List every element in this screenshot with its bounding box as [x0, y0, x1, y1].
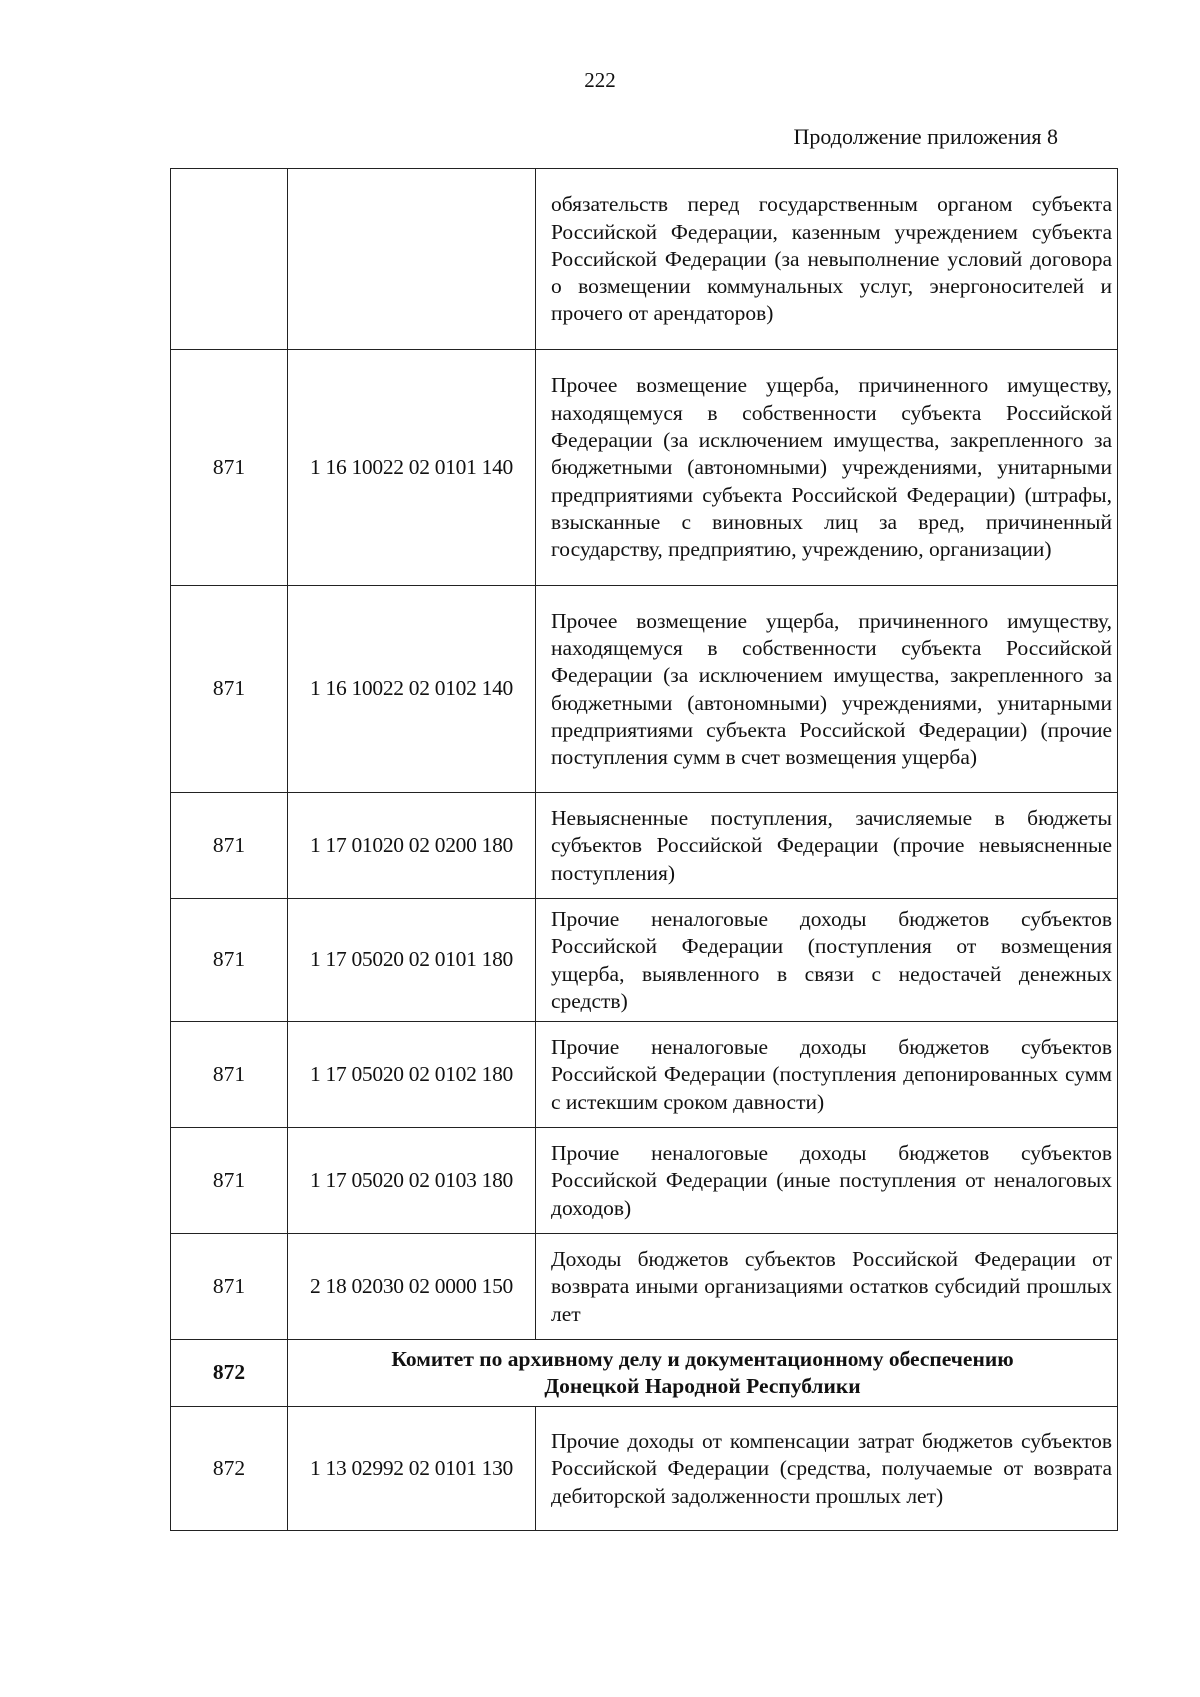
- page-number: 222: [584, 68, 616, 92]
- budget-code-cell: 1 17 05020 02 0103 180: [288, 1128, 536, 1234]
- budget-code-cell: 2 18 02030 02 0000 150: [288, 1234, 536, 1340]
- admin-code-cell: 871: [171, 793, 288, 899]
- table-row: [171, 586, 1118, 793]
- budget-code-cell: 1 17 05020 02 0101 180: [288, 899, 536, 1022]
- table-row: [171, 793, 1118, 899]
- appendix-continuation-note: Продолжение приложения 8: [793, 124, 1058, 149]
- section-title: [288, 1340, 1118, 1407]
- description-cell: Прочее возмещение ущерба, причиненного имуществу, находящемуся в собственности субъекта Российской Федерации (за исключением имущества, закрепленного за бюджетными (автономными) учреждениями, унитарными предприятиями субъекта Российской Федерации) (штрафы, взысканные с виновных лиц за вред, причиненный государству, предприятию, учреждению, организации): [536, 350, 1118, 586]
- section-title-line-1: Комитет по архивному делу и документационному обеспечению: [391, 1346, 1014, 1371]
- description-cell: Прочие доходы от компенсации затрат бюджетов субъектов Российской Федерации (средства, получаемые от возврата дебиторской задолженности прошлых лет): [536, 1407, 1118, 1531]
- admin-code-cell: 872: [171, 1407, 288, 1531]
- budget-code-cell: 1 16 10022 02 0101 140: [288, 350, 536, 586]
- admin-code-cell: 871: [171, 350, 288, 586]
- budget-code-cell: 1 17 05020 02 0102 180: [288, 1022, 536, 1128]
- admin-code-cell: 871: [171, 899, 288, 1022]
- admin-code-cell: 871: [171, 1128, 288, 1234]
- description-cell: Прочие неналоговые доходы бюджетов субъектов Российской Федерации (поступления депонированных сумм с истекшим сроком давности): [536, 1022, 1118, 1128]
- description-cell: обязательств перед государственным органом субъекта Российской Федерации, казенным учреждением субъекта Российской Федерации (за невыполнение условий договора о возмещении коммунальных услуг, энергоносителей и прочего от арендаторов): [536, 169, 1118, 350]
- section-header-row: [171, 1340, 1118, 1407]
- description-cell: Прочие неналоговые доходы бюджетов субъектов Российской Федерации (поступления от возмещения ущерба, выявленного в связи с недостачей денежных средств): [536, 899, 1118, 1022]
- description-cell: Прочее возмещение ущерба, причиненного имуществу, находящемуся в собственности субъекта Российской Федерации (за исключением имущества, закрепленного за бюджетными (автономными) учреждениями, унитарными предприятиями субъекта Российской Федерации) (прочие поступления сумм в счет возмещения ущерба): [536, 586, 1118, 793]
- budget-code-cell: 1 16 10022 02 0102 140: [288, 586, 536, 793]
- table-row: [171, 899, 1118, 1022]
- admin-code-cell: 871: [171, 1022, 288, 1128]
- section-admin-code: 872: [171, 1340, 288, 1407]
- description-cell: Прочие неналоговые доходы бюджетов субъектов Российской Федерации (иные поступления от неналоговых доходов): [536, 1128, 1118, 1234]
- table-row: [171, 169, 1118, 350]
- table-row: [171, 1128, 1118, 1234]
- budget-code-cell: [288, 169, 536, 350]
- description-cell: Невыясненные поступления, зачисляемые в бюджеты субъектов Российской Федерации (прочие невыясненные поступления): [536, 793, 1118, 899]
- budget-code-cell: 1 13 02992 02 0101 130: [288, 1407, 536, 1531]
- budget-code-cell: 1 17 01020 02 0200 180: [288, 793, 536, 899]
- admin-code-cell: 871: [171, 1234, 288, 1340]
- table-row: [171, 1022, 1118, 1128]
- description-cell: Доходы бюджетов субъектов Российской Федерации от возврата иными организациями остатков субсидий прошлых лет: [536, 1234, 1118, 1340]
- admin-code-cell: [171, 169, 288, 350]
- budget-revenue-table: [170, 168, 1118, 1531]
- section-title-line-2: Донецкой Народной Республики: [544, 1373, 861, 1398]
- table-row: [171, 350, 1118, 586]
- table-row: [171, 1407, 1118, 1531]
- admin-code-cell: 871: [171, 586, 288, 793]
- table-row: [171, 1234, 1118, 1340]
